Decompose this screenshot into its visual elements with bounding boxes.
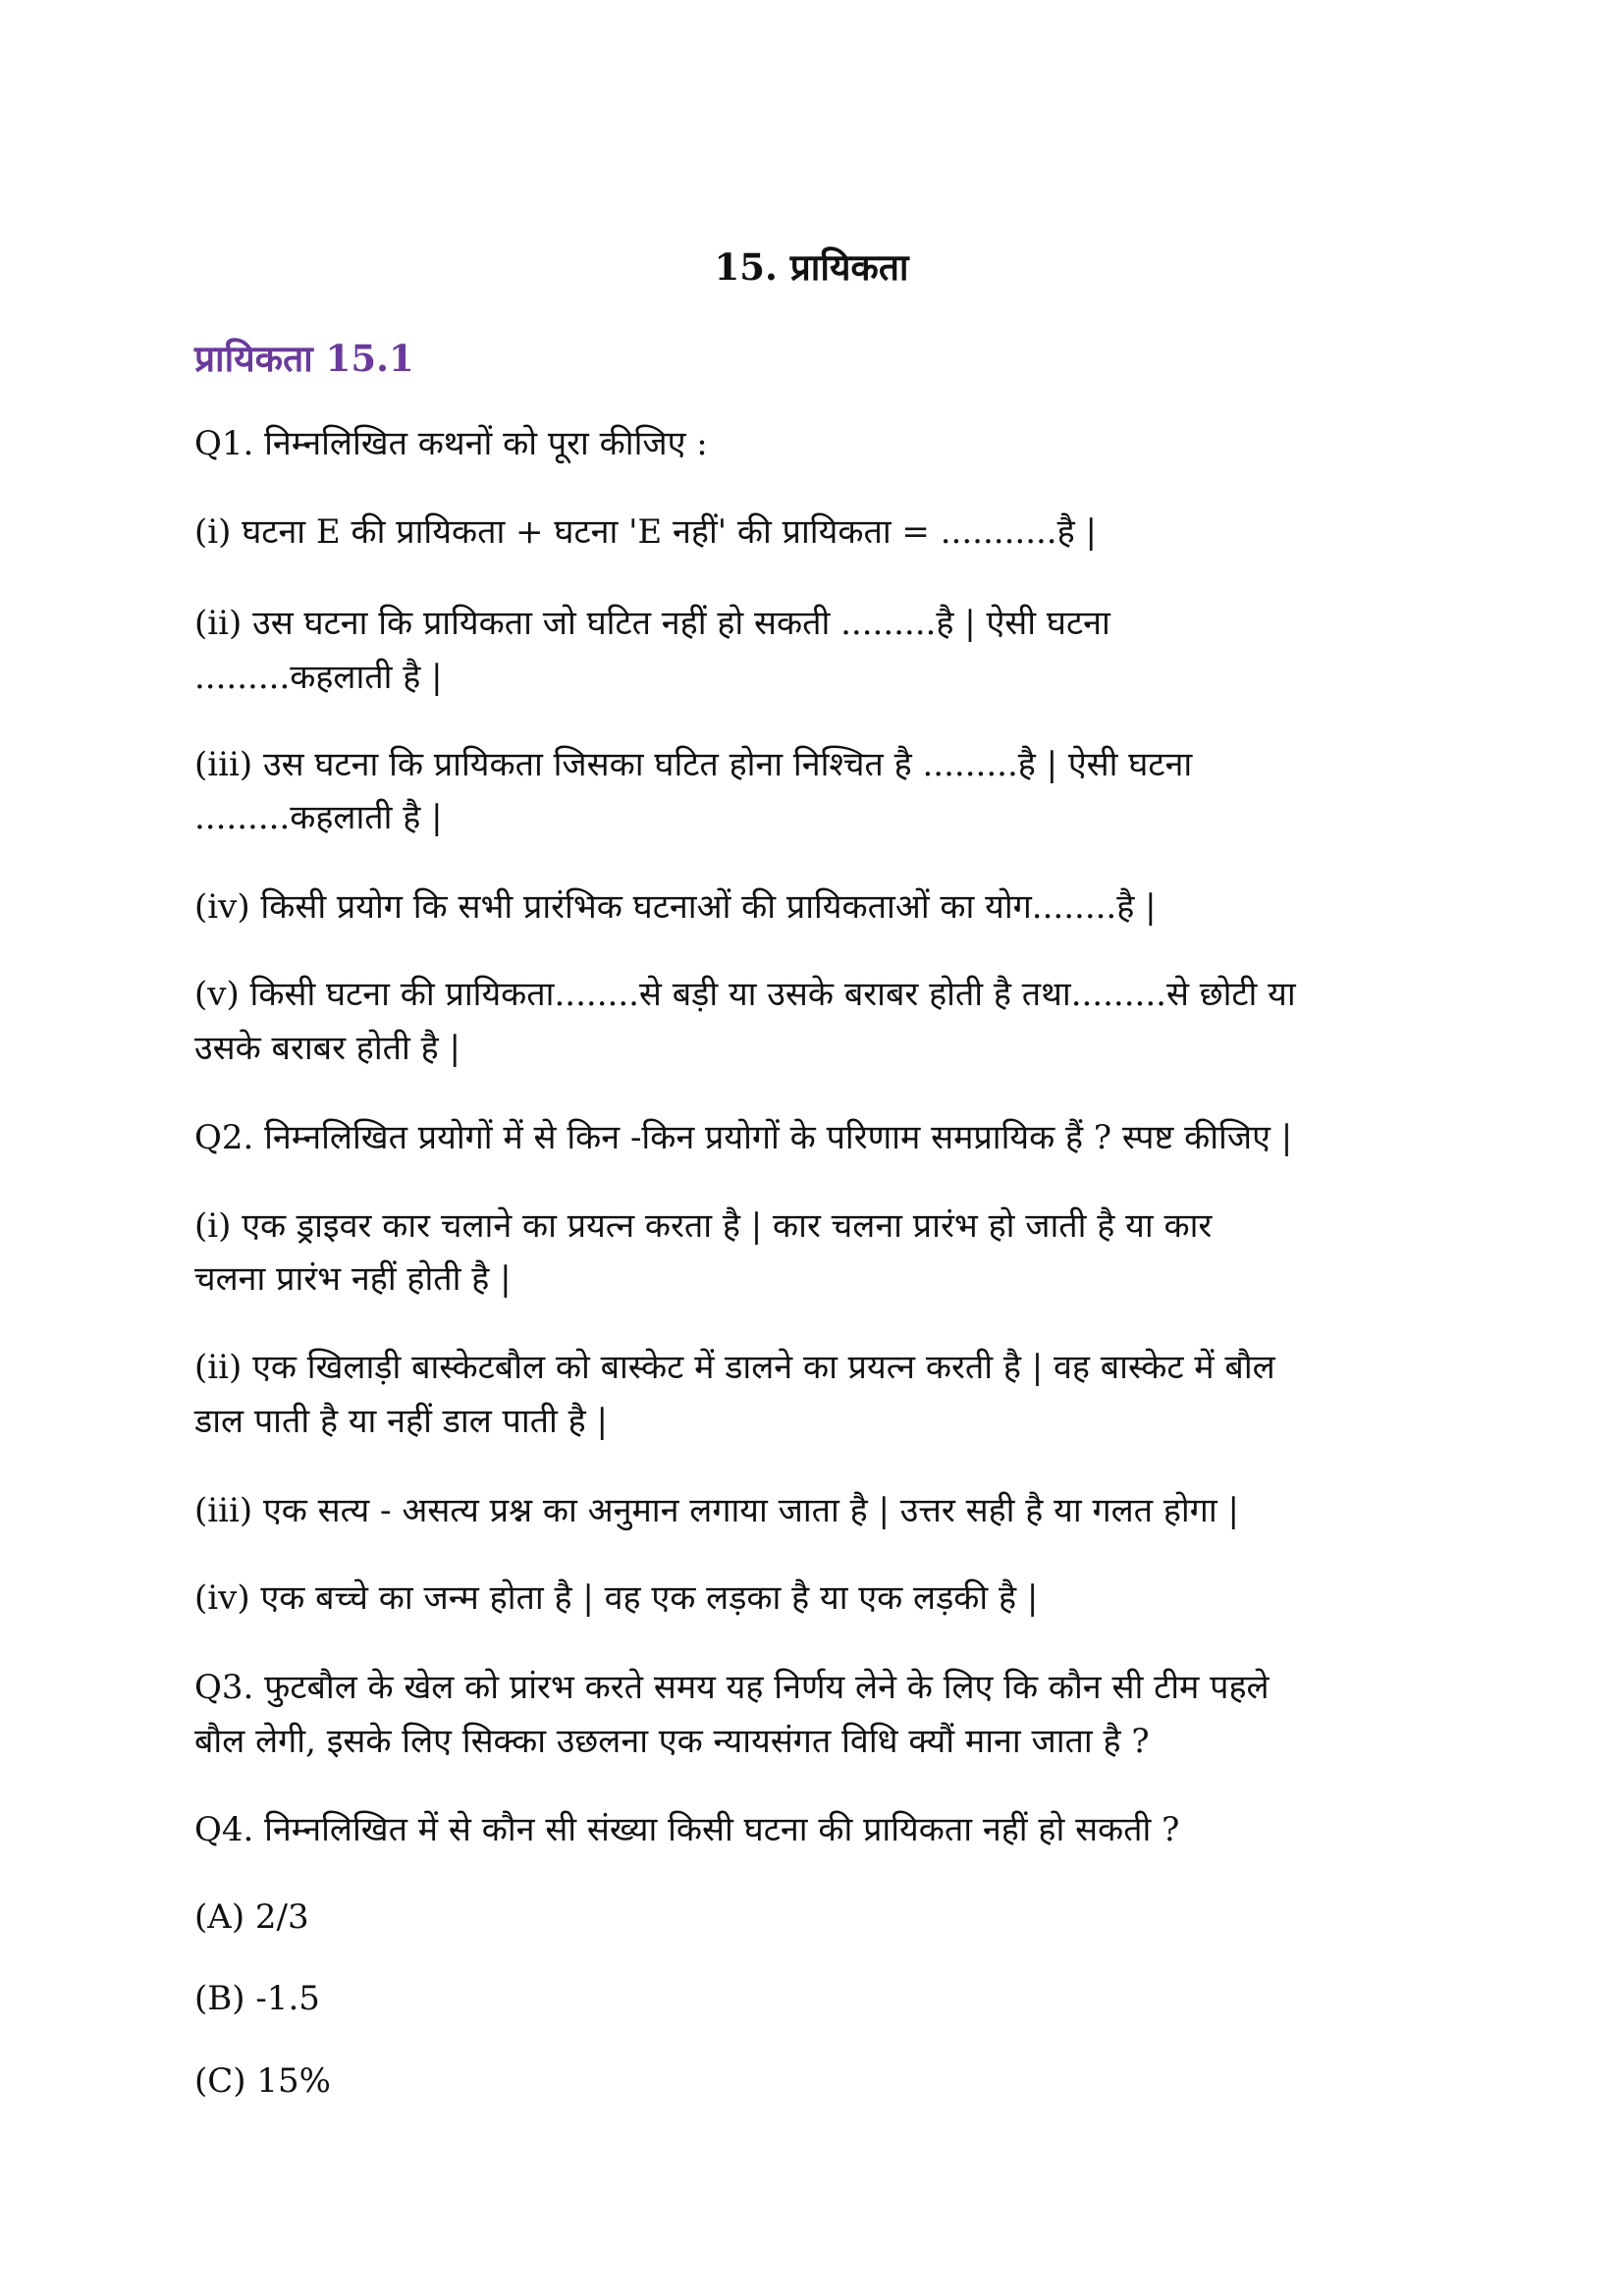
q1-item-ii-line1: (ii) उस घटना कि प्रायिकता जो घटित नहीं हो सकती .........है | ऐसी घटना [194, 604, 1110, 643]
q1-item-iii-line2: .........कहलाती है | [194, 798, 443, 837]
q2-item-i-line1: (i) एक ड्राइवर कार चलाने का प्रयत्न करता है | कार चलना प्रारंभ हो जाती है या कार [194, 1206, 1213, 1246]
q2-item-ii-line1: (ii) एक खिलाड़ी बास्केटबौल को बास्केट में डालने का प्रयत्न करती है | वह बास्केट में बौल [194, 1348, 1275, 1387]
q2-item-i-line2: चलना प्रारंभ नहीं होती है | [194, 1259, 512, 1299]
q1-stem: Q1. निम्नलिखित कथनों को पूरा कीजिए : [194, 424, 708, 463]
q1-item-v-line2: उसके बराबर होती है | [194, 1029, 460, 1068]
q2-item-ii-line2: डाल पाती है या नहीं डाल पाती है | [194, 1402, 608, 1441]
q4-option-a: (A) 2/3 [194, 1897, 309, 1937]
q2-item-iii: (iii) एक सत्य - असत्य प्रश्न का अनुमान लगाया जाता है | उत्तर सही है या गलत होगा | [194, 1491, 1239, 1530]
q4-option-c: (C) 15% [194, 2061, 331, 2101]
q3-line2: बौल लेगी, इसके लिए सिक्का उछलना एक न्यायसंगत विधि क्यौं माना जाता है ? [194, 1722, 1150, 1761]
chapter-title: 15. प्रायिकता [714, 245, 909, 289]
q1-item-iii-line1: (iii) उस घटना कि प्रायिकता जिसका घटित होना निश्चित है .........है | ऐसी घटना [194, 745, 1193, 784]
q4-option-b: (B) -1.5 [194, 1979, 320, 2018]
q1-item-iv: (iv) किसी प्रयोग कि सभी प्रारंभिक घटनाओं की प्रायिकताओं का योग........है | [194, 887, 1157, 927]
q2-stem: Q2. निम्नलिखित प्रयोगों में से किन -किन प्रयोगों के परिणाम समप्रायिक हैं ? स्पष्ट कीजिए | [194, 1118, 1293, 1157]
q3-line1: Q3. फुटबौल के खेल को प्रांरभ करते समय यह निर्णय लेने के लिए कि कौन सी टीम पहले [194, 1668, 1270, 1707]
section-heading: प्रायिकता 15.1 [194, 337, 414, 380]
q1-item-i: (i) घटना E की प्रायिकता + घटना 'E नहीं' की प्रायिकता = ...........है | [194, 512, 1097, 552]
q1-item-ii-line2: .........कहलाती है | [194, 658, 443, 697]
q4-stem: Q4. निम्नलिखित में से कौन सी संख्या किसी घटना की प्रायिकता नहीं हो सकती ? [194, 1810, 1180, 1849]
q2-item-iv: (iv) एक बच्चे का जन्म होता है | वह एक लड़का है या एक लड़की है | [194, 1578, 1039, 1618]
q1-item-v-line1: (v) किसी घटना की प्रायिकता........से बड़ी या उसके बराबर होती है तथा.........से छोटी या [194, 975, 1296, 1014]
